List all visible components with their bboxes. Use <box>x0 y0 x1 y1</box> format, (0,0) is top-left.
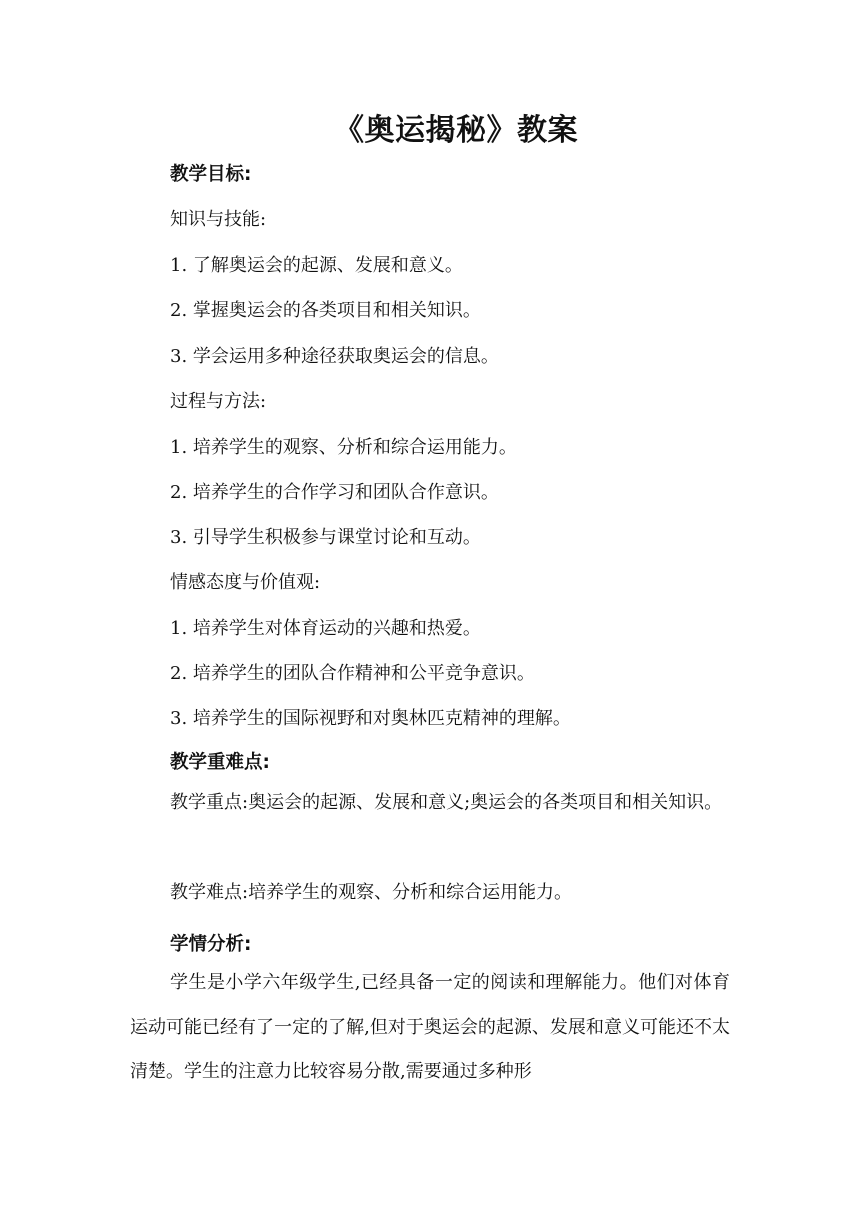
list-item: 2. 掌握奥运会的各类项目和相关知识。 <box>170 300 481 321</box>
list-item: 1. 了解奥运会的起源、发展和意义。 <box>170 255 463 276</box>
list-item: 1. 培养学生的观察、分析和综合运用能力。 <box>170 437 517 458</box>
student-analysis-paragraph: 学生是小学六年级学生,已经具备一定的阅读和理解能力。他们对体育运动可能已经有了一定的了解,但对于奥运会的起源、发展和意义可能还不太清楚。学生的注意力比较容易分散,需要通过多种形 <box>130 972 730 1082</box>
document-title: 《奥运揭秘》教案 <box>334 113 578 148</box>
list-item: 1. 培养学生对体育运动的兴趣和热爱。 <box>170 618 481 639</box>
knowledge-skills-label: 知识与技能: <box>170 209 267 230</box>
student-analysis-heading: 学情分析: <box>170 934 252 955</box>
teaching-difficulty-paragraph: 教学难点:培养学生的观察、分析和综合运用能力。 <box>170 882 573 903</box>
list-item: 2. 培养学生的合作学习和团队合作意识。 <box>170 482 499 503</box>
objectives-heading: 教学目标: <box>170 164 252 185</box>
key-points-heading: 教学重难点: <box>170 752 270 773</box>
attitude-values-label: 情感态度与价值观: <box>170 572 321 593</box>
list-item: 2. 培养学生的团队合作精神和公平竞争意识。 <box>170 663 535 684</box>
teaching-focus-paragraph: 教学重点:奥运会的起源、发展和意义;奥运会的各类项目和相关知识。 <box>170 792 723 813</box>
process-methods-label: 过程与方法: <box>170 391 267 412</box>
list-item: 3. 引导学生积极参与课堂讨论和互动。 <box>170 527 481 548</box>
list-item: 3. 学会运用多种途径获取奥运会的信息。 <box>170 346 499 367</box>
list-item: 3. 培养学生的国际视野和对奥林匹克精神的理解。 <box>170 708 571 729</box>
